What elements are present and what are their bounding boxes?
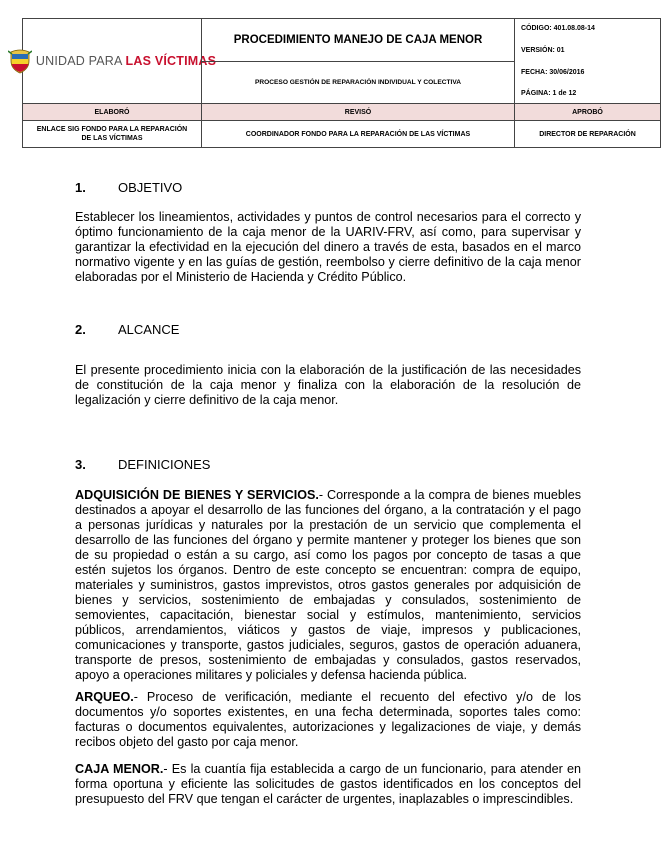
definition-text: - Corresponde a la compra de bienes muebles destinados a apoyar el desarrollo de las funciones del órgano, a la contratación y el pago a personas jurídicas y naturales por la prestación de un servicio que complementa el desarrollo de las funciones del órgano y permite mantener y proteger los bienes que son de su propiedad o están a su cargo, así como los pagos por concepto de tasas a que estén sujetos los órganos. Dentro de este concepto se encuentran: compra de equipo, materiales y suministros, gastos imprevistos, otros gastos generales por adquisición de bienes y servicios, sostenimiento de embajadas y consulados, sostenimiento de semovientes, capacitación, bienestar social y estímulos, mantenimiento, servicios públicos, arrendamientos, viáticos y gastos de viaje, impresos y publicaciones, comunicaciones y transporte, gastos judiciales, seguros, gastos de operación aduanera, transporte de presos, sostenimiento de embajadas y consulados, gastos reservados, apoyo a operaciones militares y policiales y defensa hacienda pública. xyxy=(75,488,582,682)
section-heading-objetivo xyxy=(75,180,182,195)
definition-arqueo xyxy=(75,690,581,750)
role-elaboro: ELABORÓ xyxy=(22,103,202,121)
section-number: 3. xyxy=(75,457,86,472)
definition-term: CAJA MENOR. xyxy=(75,762,164,776)
section-heading-alcance xyxy=(75,322,179,337)
unidad-victimas-logo xyxy=(8,48,216,74)
logo-wordmark: UNIDAD PARA LAS VÍCTIMAS xyxy=(35,54,217,68)
objetivo-paragraph: Establecer los lineamientos, actividades y puntos de control necesarios para el correcto y óptimo funcionamiento de la caja menor de la UARIV-FRV, así como, para supervisar y garantizar la efectividad en la ejecución del dinero a través de esta, basados en el marco normativo vigente y en las guías de gestión, reembolso y cierre definitivo de la caja menor elaboradas por el Ministerio de Hacienda y Crédito Público. xyxy=(75,210,581,284)
fecha: FECHA: 30/06/2016 xyxy=(521,69,585,76)
pagina: PÁGINA: 1 de 12 xyxy=(521,90,577,97)
name-elaboro: ENLACE SIG FONDO PARA LA REPARACIÓN DE LAS VÍCTIMAS xyxy=(22,120,202,148)
version: VERSIÓN: 01 xyxy=(521,47,565,54)
document-meta xyxy=(514,18,661,104)
definition-text: - Es la cuantía fija establecida a cargo de un funcionario, para atender en forma oportuna y eficiente las solicitudes de gastos identificados en los conceptos del presupuesto del FRV que tengan el carácter de urgentes, inaplazables o imprescindibles. xyxy=(75,762,581,806)
section-heading-definiciones xyxy=(75,457,210,472)
section-title: ALCANCE xyxy=(118,322,180,337)
process-subtitle: PROCESO GESTIÓN DE REPARACIÓN INDIVIDUAL Y COLECTIVA xyxy=(201,61,515,104)
definition-adquisicion xyxy=(75,488,581,683)
role-reviso: REVISÓ xyxy=(201,103,515,121)
document-title: PROCEDIMIENTO MANEJO DE CAJA MENOR xyxy=(201,18,515,62)
section-number: 2. xyxy=(75,322,86,337)
alcance-paragraph: El presente procedimiento inicia con la elaboración de la justificación de las necesidades de constitución de la caja menor y finaliza con la elaboración de la resolución de legalización y cierre definitivo de la caja menor. xyxy=(75,363,581,407)
colombia-coat-of-arms-icon xyxy=(8,48,32,74)
definition-term: ARQUEO. xyxy=(75,690,134,704)
codigo: CÓDIGO: 401.08.08-14 xyxy=(521,25,595,32)
section-title: DEFINICIONES xyxy=(118,457,211,472)
section-number: 1. xyxy=(75,180,86,195)
name-reviso: COORDINADOR FONDO PARA LA REPARACIÓN DE LAS VÍCTIMAS xyxy=(201,120,515,148)
role-aprobo: APROBÓ xyxy=(514,103,661,121)
definition-caja-menor xyxy=(75,762,581,807)
header-grid xyxy=(22,18,661,150)
logo-box xyxy=(22,18,217,104)
definition-text: - Proceso de verificación, mediante el recuento del efectivo y/o de los documentos y/o soportes existentes, en una fecha determinada, soportes tales como: facturas o documentos equivalentes, autorizaciones y legalizaciones de viaje, y demás recibos objeto del gasto por caja menor. xyxy=(75,690,581,749)
name-aprobo: DIRECTOR DE REPARACIÓN xyxy=(514,120,661,148)
definition-term: ADQUISICIÓN DE BIENES Y SERVICIOS. xyxy=(75,488,319,502)
section-title: OBJETIVO xyxy=(118,180,183,195)
